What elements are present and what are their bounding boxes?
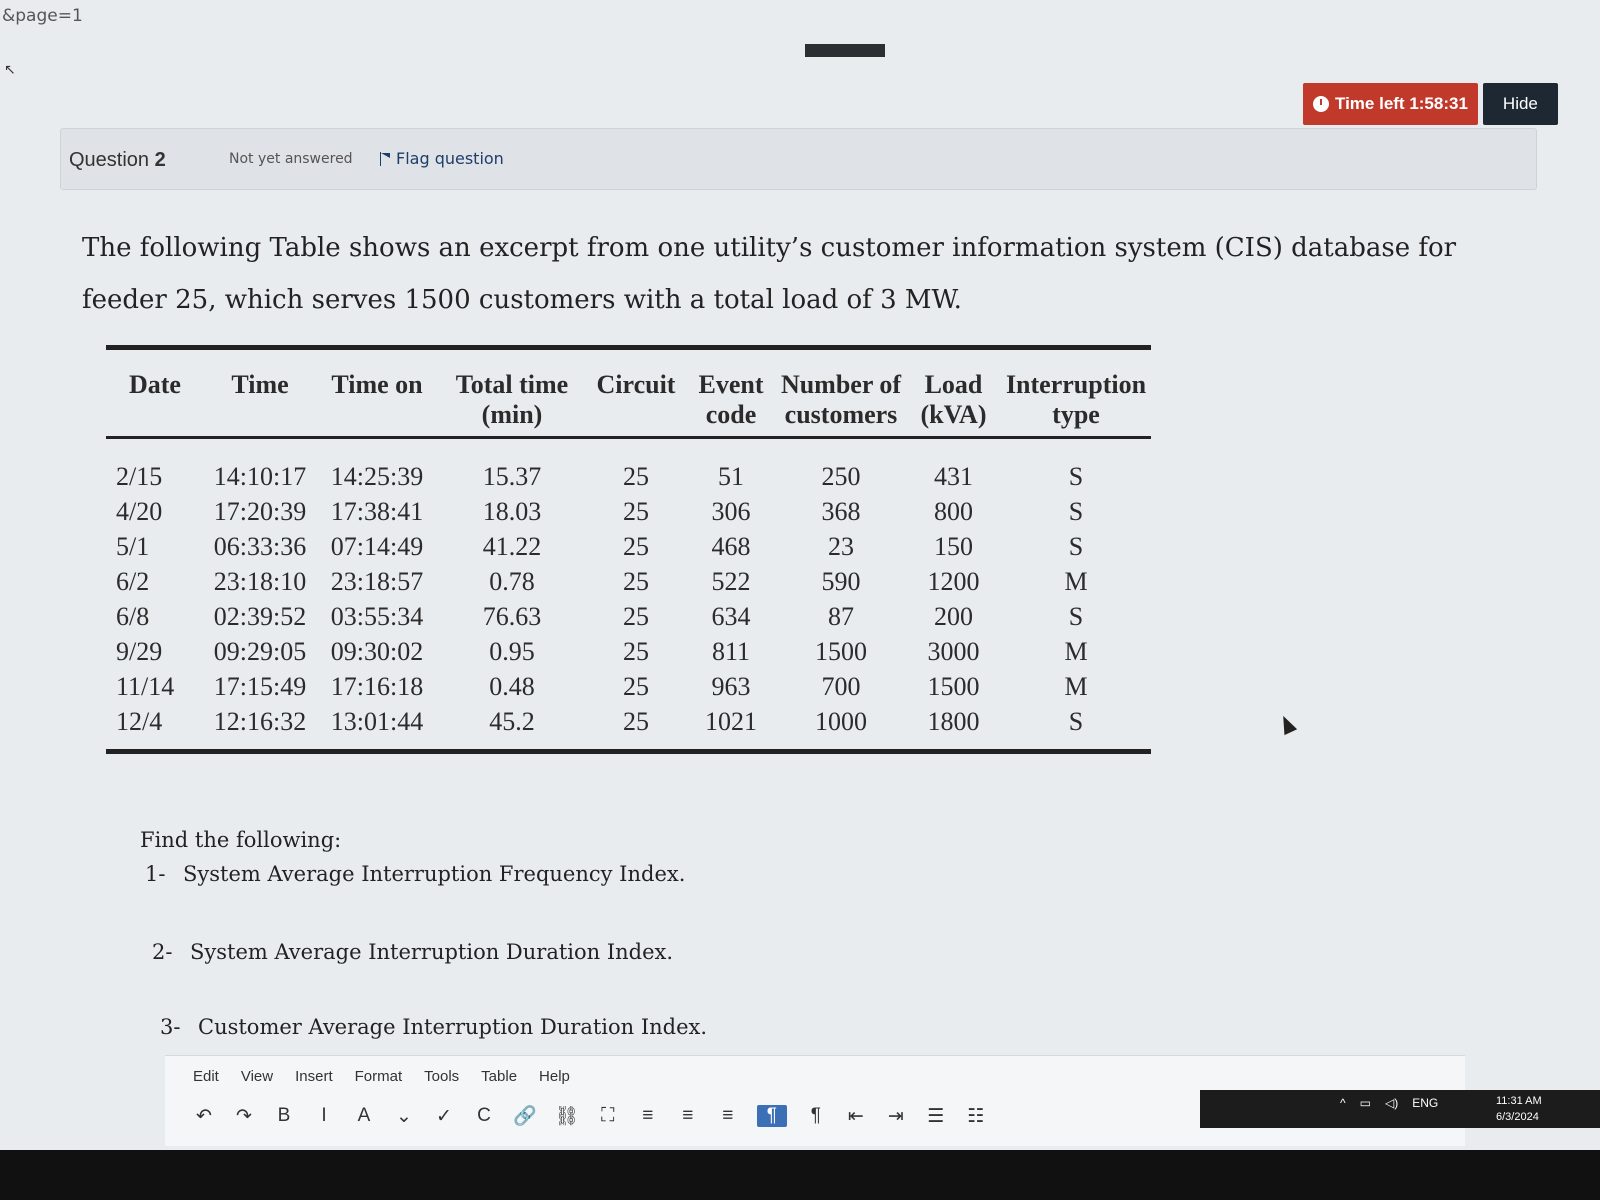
table-row	[106, 669, 1151, 704]
cell-number-of-customers: 700	[821, 672, 861, 701]
taskbar-date: 6/3/2024	[1496, 1111, 1539, 1123]
redo-icon[interactable]: ↷	[236, 1105, 252, 1127]
clock-icon	[1313, 96, 1329, 112]
flag-icon	[379, 152, 391, 166]
cell-time-on: 03:55:34	[330, 602, 424, 631]
table-header	[106, 370, 1151, 430]
cell-date: 11/14	[116, 672, 175, 701]
menu-item-view[interactable]: View	[240, 1068, 274, 1085]
cell-interruption-type: S	[1068, 602, 1084, 631]
cell-number-of-customers: 1500	[815, 637, 867, 666]
bold-button[interactable]: B	[277, 1105, 291, 1126]
cell-load: 200	[934, 602, 973, 631]
list-item	[160, 1015, 707, 1039]
text-color-button[interactable]: A	[357, 1105, 371, 1126]
cell-number-of-customers: 250	[821, 462, 861, 491]
chevron-up-icon[interactable]: ^	[1340, 1096, 1346, 1110]
language-indicator[interactable]: ENG	[1412, 1096, 1439, 1110]
cell-total-time: 76.63	[482, 602, 542, 631]
cell-event-code: 522	[711, 567, 751, 596]
time-left-badge	[1303, 83, 1478, 125]
cell-total-time: 0.95	[489, 637, 535, 666]
cell-time: 23:18:10	[213, 567, 307, 596]
question-number-value: 2	[154, 149, 166, 171]
question-status: Not yet answered	[229, 151, 353, 167]
cell-time: 17:20:39	[213, 497, 307, 526]
table-row	[106, 634, 1151, 669]
cell-interruption-type: M	[1064, 637, 1088, 666]
flag-question-link[interactable]	[379, 149, 504, 168]
item-text: System Average Interruption Duration Index.	[190, 940, 674, 964]
hide-timer-button[interactable]: Hide	[1483, 83, 1558, 125]
cell-time: 02:39:52	[213, 602, 307, 631]
outdent-icon[interactable]: ⇤	[847, 1105, 864, 1127]
cell-time: 12:16:32	[213, 707, 307, 736]
cell-event-code: 634	[711, 602, 751, 631]
cell-total-time: 45.2	[489, 707, 535, 736]
table-top-rule	[106, 345, 1151, 350]
column-header-line: Total time	[455, 370, 569, 399]
italic-button[interactable]: I	[321, 1105, 327, 1126]
align-right-icon[interactable]: ≡	[722, 1105, 734, 1126]
list-item	[145, 862, 685, 886]
cell-circuit: 25	[623, 532, 649, 561]
question-info-bar	[60, 128, 1537, 190]
cell-date: 6/2	[116, 567, 150, 596]
fullscreen-icon[interactable]: ⛶	[601, 1105, 615, 1126]
cell-time-on: 07:14:49	[330, 532, 424, 561]
column-header-line: Number of	[780, 370, 902, 399]
column-header-line: Time	[231, 370, 289, 399]
ltr-icon[interactable]: ¶	[757, 1105, 787, 1127]
bullet-list-icon[interactable]: ☰	[927, 1105, 945, 1127]
column-header-line: Load	[924, 370, 983, 399]
cell-interruption-type: M	[1064, 567, 1088, 596]
question-number	[69, 149, 166, 172]
table-row	[106, 704, 1151, 739]
column-header-circuit	[586, 370, 686, 430]
cell-number-of-customers: 590	[821, 567, 861, 596]
cell-event-code: 306	[711, 497, 751, 526]
column-header-load	[906, 370, 1001, 430]
monitor-bezel	[0, 1150, 1600, 1200]
column-header-line: code	[705, 400, 757, 429]
cell-time-on: 13:01:44	[330, 707, 424, 736]
cell-load: 431	[934, 462, 973, 491]
cell-load: 1200	[927, 567, 980, 596]
cell-total-time: 0.48	[489, 672, 535, 701]
menu-item-format[interactable]: Format	[354, 1068, 403, 1085]
table-row	[106, 599, 1151, 634]
question-prefix: Question	[69, 149, 150, 171]
cell-date: 9/29	[116, 637, 163, 666]
table-row	[106, 529, 1151, 564]
column-header-line: Event	[698, 370, 764, 399]
cell-interruption-type: M	[1064, 672, 1088, 701]
cell-interruption-type: S	[1068, 707, 1084, 736]
item-number: 2-	[152, 940, 173, 964]
cell-event-code: 468	[711, 532, 751, 561]
cell-time-on: 14:25:39	[330, 462, 424, 491]
cell-load: 150	[934, 532, 973, 561]
cell-interruption-type: S	[1068, 497, 1084, 526]
cell-time: 17:15:49	[213, 672, 307, 701]
column-header-time-on	[316, 370, 438, 430]
cell-circuit: 25	[623, 637, 649, 666]
column-header-event-code	[686, 370, 776, 430]
unlink-icon[interactable]: ⛓	[554, 1106, 579, 1127]
column-header-line: Time on	[331, 370, 423, 399]
cell-time-on: 23:18:57	[330, 567, 424, 596]
cell-date: 6/8	[116, 602, 150, 631]
time-left-label: Time left 1:58:31	[1335, 94, 1468, 113]
numbered-list-icon[interactable]: ☷	[967, 1105, 985, 1127]
menu-item-help[interactable]: Help	[539, 1068, 570, 1085]
cell-event-code: 51	[718, 462, 744, 491]
cell-total-time: 0.78	[489, 567, 535, 596]
column-header-line: customers	[784, 400, 898, 429]
cell-load: 800	[934, 497, 973, 526]
cell-circuit: 25	[623, 602, 649, 631]
align-left-icon[interactable]: ≡	[642, 1105, 654, 1126]
item-number: 1-	[145, 862, 166, 886]
cell-load: 3000	[927, 637, 980, 666]
cell-total-time: 41.22	[482, 532, 542, 561]
table-row	[106, 459, 1151, 494]
column-header-line: Interruption	[1005, 370, 1147, 399]
cell-event-code: 963	[711, 672, 751, 701]
column-header-line: Circuit	[596, 370, 676, 399]
menu-item-edit[interactable]: Edit	[193, 1068, 219, 1085]
menu-item-tools[interactable]: Tools	[424, 1068, 460, 1085]
volume-icon[interactable]: ◁)	[1384, 1096, 1399, 1110]
table-bottom-rule	[106, 749, 1151, 754]
spellcheck-icon[interactable]: ✓	[436, 1105, 452, 1127]
cell-date: 5/1	[116, 532, 150, 561]
cell-time: 14:10:17	[213, 462, 307, 491]
cell-circuit: 25	[623, 672, 649, 701]
cell-number-of-customers: 87	[828, 602, 854, 631]
table-body	[106, 459, 1151, 739]
table-row	[106, 494, 1151, 529]
cell-total-time: 15.37	[482, 462, 542, 491]
mouse-cursor-icon	[1277, 713, 1297, 735]
indent-icon[interactable]: ⇥	[887, 1105, 904, 1127]
quiz-timer	[1303, 83, 1558, 125]
item-number: 3-	[160, 1015, 181, 1039]
top-bar-mark	[805, 44, 885, 57]
system-tray	[1340, 1096, 1438, 1110]
editor-menu-bar	[193, 1068, 570, 1085]
cell-time: 06:33:36	[213, 532, 307, 561]
cell-date: 4/20	[116, 497, 163, 526]
column-header-interruption-type	[1001, 370, 1151, 430]
cell-load: 1800	[927, 707, 980, 736]
cell-time-on: 17:38:41	[330, 497, 424, 526]
cell-interruption-type: S	[1068, 532, 1084, 561]
cell-number-of-customers: 23	[828, 532, 854, 561]
cell-time: 09:29:05	[213, 637, 307, 666]
table-header-rule	[106, 436, 1151, 439]
cell-date: 12/4	[116, 707, 163, 736]
undo-icon[interactable]: ↶	[196, 1105, 212, 1127]
cell-time-on: 09:30:02	[330, 637, 424, 666]
cell-circuit: 25	[623, 567, 649, 596]
cell-circuit: 25	[623, 462, 649, 491]
link-icon[interactable]: 🔗	[513, 1106, 537, 1127]
pointer-cursor-icon: ↖	[4, 62, 16, 78]
flag-question-label: Flag question	[396, 149, 504, 168]
windows-taskbar	[1200, 1090, 1600, 1128]
cell-date: 2/15	[116, 462, 163, 491]
column-header-line: Date	[129, 370, 181, 399]
rtl-icon[interactable]: ¶	[810, 1105, 821, 1126]
cell-event-code: 1021	[705, 707, 757, 736]
cell-total-time: 18.03	[482, 497, 542, 526]
cell-circuit: 25	[623, 707, 649, 736]
cell-event-code: 811	[711, 637, 751, 666]
column-header-line: (kVA)	[920, 400, 987, 429]
cell-number-of-customers: 1000	[815, 707, 867, 736]
editor-toolbar	[193, 1104, 987, 1128]
column-header-number-of-customers	[776, 370, 906, 430]
column-header-date	[106, 370, 204, 430]
question-text: The following Table shows an excerpt from one utility’s customer information system (CIS) database for feeder 25, which serves 1500 customers with a total load of 3 MW.	[82, 233, 1457, 315]
table-row	[106, 564, 1151, 599]
menu-item-insert[interactable]: Insert	[295, 1068, 333, 1085]
column-header-time	[204, 370, 316, 430]
text-color-dropdown-icon[interactable]: ⌄	[396, 1105, 412, 1127]
cell-load: 1500	[927, 672, 980, 701]
cell-time-on: 17:16:18	[330, 672, 424, 701]
cell-interruption-type: S	[1068, 462, 1084, 491]
cell-number-of-customers: 368	[821, 497, 861, 526]
url-fragment: &page=1	[2, 6, 83, 26]
list-item	[152, 940, 673, 964]
menu-item-table[interactable]: Table	[481, 1068, 518, 1085]
column-header-total-time	[438, 370, 586, 430]
taskbar-time: 11:31 AM	[1496, 1095, 1542, 1107]
column-header-line: type	[1052, 400, 1100, 429]
find-heading: Find the following:	[140, 828, 342, 852]
item-text: Customer Average Interruption Duration Index.	[198, 1015, 708, 1039]
taskbar-clock[interactable]	[1496, 1093, 1542, 1125]
align-center-icon[interactable]: ≡	[682, 1105, 694, 1126]
cell-circuit: 25	[623, 497, 649, 526]
cis-table	[106, 345, 1151, 754]
column-header-line: (min)	[481, 400, 543, 429]
network-icon[interactable]: ▭	[1359, 1096, 1371, 1110]
item-text: System Average Interruption Frequency Index.	[183, 862, 686, 886]
clear-format-icon[interactable]: C	[477, 1105, 491, 1126]
